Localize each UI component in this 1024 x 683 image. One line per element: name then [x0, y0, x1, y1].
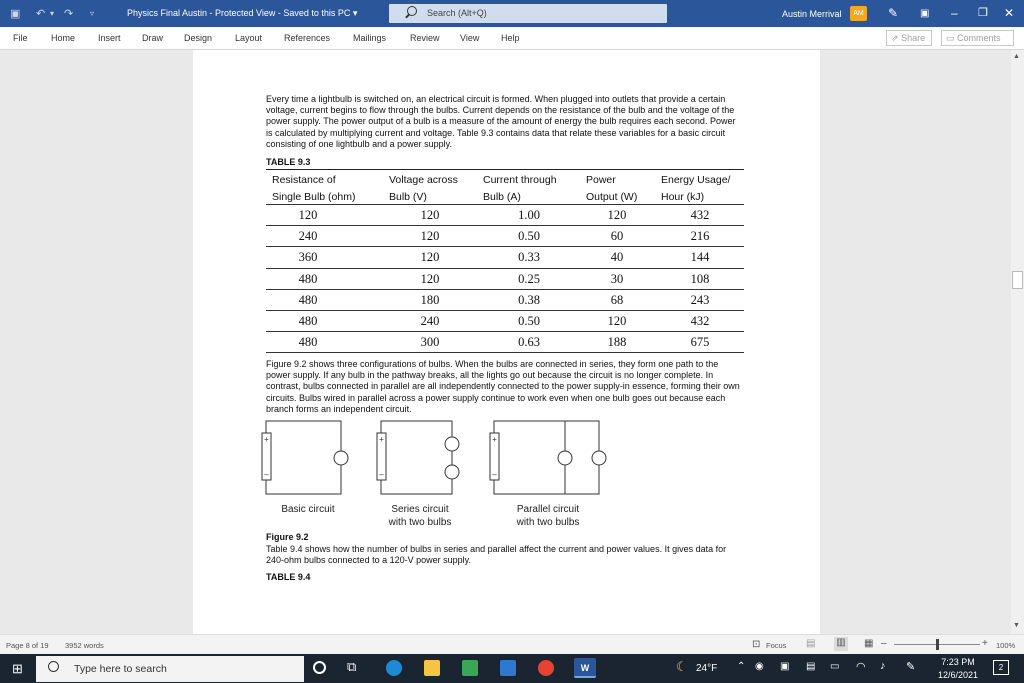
user-name[interactable]: Austin Merrival [782, 9, 842, 19]
header-power: Power Output (W) [586, 174, 638, 203]
table-cell: 300 [420, 335, 440, 350]
table-row [266, 269, 744, 290]
table-header-row [266, 169, 744, 205]
clock-date[interactable]: 12/6/2021 [937, 670, 979, 680]
tab-insert[interactable]: Insert [98, 33, 121, 43]
series-circuit-label: Series circuit with two bulbs [388, 504, 452, 528]
table-cell: 243 [690, 292, 710, 307]
minimize-icon[interactable]: – [951, 6, 958, 20]
tab-file[interactable]: File [13, 33, 28, 43]
tray-chevron-icon[interactable]: ⌃ [737, 661, 746, 672]
ribbon-display-icon[interactable]: ▣ [920, 8, 930, 19]
basic-bulb [334, 451, 348, 465]
focus-icon[interactable]: ⊡ [752, 639, 761, 650]
header-current: Current through Bulb (A) [483, 174, 557, 203]
table-cell: 480 [298, 271, 318, 286]
table-row [266, 332, 744, 353]
weather-temp[interactable]: 24°F [696, 663, 718, 674]
share-label: Share [901, 33, 926, 43]
tab-design[interactable]: Design [184, 33, 213, 43]
table-cell: 120 [420, 208, 440, 222]
undo-icon[interactable]: ↶ [36, 8, 46, 20]
tab-references[interactable]: References [284, 33, 331, 43]
search-placeholder: Search (Alt+Q) [427, 8, 487, 18]
share-icon: ⇗ [891, 33, 899, 43]
table-cell: 120 [420, 229, 440, 244]
taskbar-search-placeholder: Type here to search [74, 663, 167, 675]
table-cell: 216 [690, 229, 710, 244]
basic-plus: + [264, 435, 269, 444]
tab-help[interactable]: Help [501, 33, 520, 43]
parallel-bulb-2 [592, 451, 606, 465]
table-cell: 240 [420, 313, 440, 328]
avatar[interactable]: AM [850, 6, 867, 21]
header-voltage: Voltage across Bulb (V) [389, 174, 458, 203]
table-cell: 120 [420, 250, 440, 265]
table-cell: 0.33 [518, 250, 540, 265]
pen-icon[interactable]: ✎ [906, 661, 916, 673]
tray-app-icon-2[interactable]: ▣ [780, 661, 790, 672]
basic-minus: – [264, 470, 269, 479]
table-cell: 180 [420, 292, 440, 307]
series-bulb-2 [445, 465, 459, 479]
tab-draw[interactable]: Draw [142, 33, 164, 43]
tray-app-icon-1[interactable]: ◉ [755, 661, 764, 672]
volume-icon[interactable]: ♪ [880, 660, 886, 672]
wifi-icon[interactable]: ◠ [856, 661, 866, 673]
closing-paragraph: Table 9.4 shows how the number of bulbs in series and parallel affect the current and power values. It gives data for 240-ohm bulbs connected to a 120-V power supply. [266, 544, 727, 566]
customize-qat-icon[interactable]: ▿ [90, 9, 95, 18]
parallel-minus: – [492, 470, 497, 479]
table-cell: 120 [298, 208, 318, 222]
parallel-circuit-label: Parallel circuit with two bulbs [516, 504, 580, 528]
search-box[interactable] [389, 4, 667, 23]
tab-layout[interactable]: Layout [235, 33, 263, 43]
table-row [266, 226, 744, 247]
redo-icon[interactable]: ↷ [64, 8, 74, 20]
parallel-circuit-wire [494, 421, 599, 494]
zoom-out-icon[interactable]: – [881, 638, 887, 649]
series-plus: + [379, 435, 384, 444]
edge-icon[interactable] [386, 660, 402, 676]
parallel-bulb-1 [558, 451, 572, 465]
table-body [266, 205, 744, 353]
designer-icon[interactable]: ✎ [888, 6, 899, 20]
chrome-icon[interactable] [538, 660, 554, 676]
intro-paragraph: Every time a lightbulb is switched on, an electrical circuit is formed. When plugged into outlets that provide a certain voltage, current begins to flow through the bulbs. Current depends on the resistance of the bulb and the voltage of the power supply. The power output of a bulb is a measure of the amount of energy the bulb requires each second. Power is calculated by multiplying current and voltage. Table 9.3 contains data that relate these variables for a basic circuit consisting of one lightbulb and a power supply. [266, 94, 736, 149]
file-explorer-icon[interactable] [424, 660, 440, 676]
zoom-in-icon[interactable]: + [982, 638, 988, 649]
table-cell: 108 [690, 271, 710, 286]
table-cell: 0.63 [518, 335, 540, 350]
table-cell: 30 [610, 271, 624, 286]
taskbar-search[interactable] [36, 656, 304, 682]
header-resistance: Resistance of Single Bulb (ohm) [272, 174, 356, 203]
comments-button[interactable] [941, 30, 1014, 46]
notification-icon[interactable]: 2 [993, 660, 1009, 675]
share-button[interactable] [886, 30, 932, 46]
zoom-level[interactable]: 100% [996, 641, 1016, 650]
close-icon[interactable]: ✕ [1004, 6, 1015, 20]
tray-app-icon-3[interactable]: ▤ [806, 661, 816, 672]
cortana-icon[interactable] [313, 661, 326, 674]
document-title[interactable]: Physics Final Austin - Protected View - Saved to this PC ▾ [127, 8, 358, 18]
parallel-plus: + [492, 435, 497, 444]
figure-paragraph: Figure 9.2 shows three configurations of bulbs. When the bulbs are connected in series, they form one path to the power supply. If any bulb in the pathway breaks, all the lights go out because the circuit is no longer complete. In contrast, bulbs connected in parallel are all independently connected to the power supply-in essence, forming their own circuits. Bulbs wired in parallel across a power supply continue to work even when one bulb goes out because each branch forms an independent circuit. [266, 359, 740, 414]
task-view-icon[interactable]: ⧉ [347, 659, 357, 674]
table-cell: 120 [607, 313, 627, 328]
table-row [266, 290, 744, 311]
table-cell: 40 [610, 250, 624, 265]
table-row [266, 311, 744, 332]
table-cell: 432 [690, 208, 710, 222]
table-cell: 60 [610, 229, 624, 244]
tab-mailings[interactable]: Mailings [353, 33, 387, 43]
taskbar [0, 654, 1024, 683]
word-count[interactable]: 3952 words [65, 641, 104, 650]
table-cell: 120 [420, 271, 440, 286]
word-icon[interactable]: W [574, 658, 596, 678]
series-minus: – [379, 470, 384, 479]
save-icon[interactable]: ▣ [10, 8, 21, 20]
scroll-up-icon[interactable]: ▲ [1013, 53, 1020, 60]
series-circuit-wire [381, 421, 452, 494]
figure-caption: Figure 9.2 [266, 532, 309, 542]
table-row [266, 205, 744, 226]
circuit-diagrams [255, 418, 625, 500]
weather-moon-icon[interactable]: ☾ [676, 659, 688, 674]
table-cell: 360 [298, 250, 318, 265]
basic-circuit-wire [266, 421, 341, 494]
read-mode-icon[interactable]: ▤ [806, 638, 816, 649]
tab-review[interactable]: Review [410, 33, 440, 43]
print-layout-icon[interactable]: ▥ [834, 637, 848, 651]
comments-label: Comments [957, 33, 1001, 43]
data-table [266, 169, 744, 353]
title-bar [0, 0, 1024, 27]
windows-start-icon[interactable]: ⊞ [12, 661, 23, 676]
clock-time[interactable]: 7:23 PM [941, 657, 975, 667]
table-cell: 188 [607, 335, 627, 350]
table-cell: 144 [690, 250, 710, 265]
zoom-slider-thumb[interactable] [936, 639, 939, 650]
store-icon[interactable] [462, 660, 478, 676]
table-cell: 0.25 [518, 271, 540, 286]
table-cell: 480 [298, 313, 318, 328]
table-row [266, 247, 744, 268]
table-cell: 68 [610, 292, 624, 307]
table-9-4-title: TABLE 9.4 [266, 572, 311, 582]
tab-view[interactable]: View [460, 33, 480, 43]
table-cell: 0.50 [518, 229, 540, 244]
table-cell: 480 [298, 335, 318, 350]
mail-icon[interactable] [500, 660, 516, 676]
page-count[interactable]: Page 8 of 19 [6, 641, 49, 650]
table-cell: 120 [607, 208, 627, 222]
scroll-down-icon[interactable]: ▼ [1013, 622, 1020, 629]
undo-dropdown-icon[interactable]: ▾ [50, 9, 55, 18]
battery-icon[interactable]: ▭ [830, 661, 840, 672]
table-cell: 480 [298, 292, 318, 307]
series-bulb-1 [445, 437, 459, 451]
vertical-scrollbar[interactable] [1011, 50, 1024, 634]
table-cell: 1.00 [518, 208, 540, 222]
table-cell: 675 [690, 335, 710, 350]
ribbon-tabs [0, 27, 1024, 50]
header-energy: Energy Usage/ Hour (kJ) [661, 174, 731, 203]
tab-home[interactable]: Home [51, 33, 76, 43]
table-cell: 0.50 [518, 313, 540, 328]
table-cell: 432 [690, 313, 710, 328]
scrollbar-thumb[interactable] [1012, 271, 1023, 289]
table-9-3-title: TABLE 9.3 [266, 157, 311, 167]
comment-icon: ▭ [946, 33, 955, 43]
web-layout-icon[interactable]: ▦ [864, 638, 874, 649]
taskbar-search-icon [48, 661, 59, 672]
table-cell: 0.38 [518, 292, 540, 307]
status-bar [0, 634, 1024, 654]
table-cell: 240 [298, 229, 318, 244]
restore-icon[interactable]: ❐ [978, 7, 988, 19]
focus-label[interactable]: Focus [766, 641, 787, 650]
basic-circuit-label: Basic circuit [281, 504, 335, 515]
search-icon [407, 6, 417, 16]
